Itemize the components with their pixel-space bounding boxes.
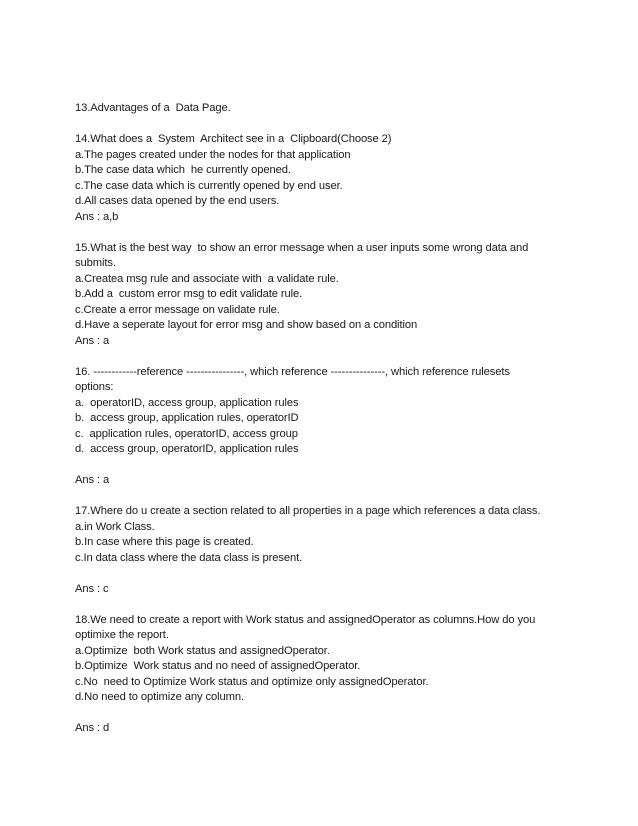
- text-block: [75, 613, 575, 706]
- paragraph-gap: [75, 597, 575, 613]
- text-line: d. access group, operatorID, application rules: [75, 443, 299, 455]
- text-line: a. operatorID, access group, application rules: [75, 396, 299, 409]
- text-line: a.in Work Class.: [75, 520, 155, 533]
- text-line: optimixe the report.: [75, 629, 169, 641]
- paragraph-gap: [75, 117, 575, 133]
- text-line: a.Createa msg rule and associate with a validate rule.: [75, 272, 339, 285]
- text-line: Ans : d: [75, 722, 110, 734]
- text-block: [75, 365, 575, 458]
- text-block: [75, 721, 575, 737]
- text-line: submits.: [75, 257, 116, 269]
- text-line: c. application rules, operatorID, access group: [75, 427, 298, 440]
- text-line: d.All cases data opened by the end users.: [75, 195, 280, 207]
- paragraph-gap: [75, 225, 575, 241]
- text-line: a.The pages created under the nodes for that application: [75, 148, 351, 161]
- text-line: Ans : a: [75, 334, 110, 347]
- text-block: [75, 504, 575, 566]
- text-line: c.In data class where the data class is present.: [75, 551, 303, 564]
- text-line: Ans : c: [75, 582, 109, 595]
- text-line: b.Optimize Work status and no need of assignedOperator.: [75, 660, 361, 672]
- text-line: 13.Advantages of a Data Page.: [75, 102, 231, 114]
- text-line: b.Add a custom error msg to edit validate rule.: [75, 288, 303, 300]
- text-line: 18.We need to create a report with Work status and assignedOperator as columns.How do you: [75, 613, 536, 626]
- text-line: 15.What is the best way to show an error message when a user inputs some wrong data and: [75, 241, 529, 254]
- text-line: a.Optimize both Work status and assignedOperator.: [75, 644, 330, 657]
- paragraph-gap: [75, 349, 575, 365]
- text-line: b. access group, application rules, operatorID: [75, 412, 299, 424]
- text-line: d.No need to optimize any column.: [75, 691, 244, 703]
- document-body: [75, 101, 575, 737]
- text-block: [75, 132, 575, 225]
- text-block: [75, 582, 575, 598]
- paragraph-gap: [75, 566, 575, 582]
- text-line: b.The case data which he currently opened.: [75, 164, 291, 176]
- text-line: 17.Where do u create a section related to all properties in a page which references a data class.: [75, 505, 541, 517]
- text-line: b.In case where this page is created.: [75, 536, 254, 548]
- text-line: c.Create a error message on validate rule.: [75, 303, 280, 316]
- paragraph-gap: [75, 706, 575, 722]
- text-line: options:: [75, 381, 114, 393]
- text-line: 16. ------------reference ----------------, which reference ---------------, which reference rulesets: [75, 365, 510, 378]
- text-block: [75, 101, 575, 117]
- text-line: Ans : a: [75, 474, 110, 486]
- paragraph-gap: [75, 458, 575, 474]
- text-block: [75, 241, 575, 350]
- text-line: c.The case data which is currently opened by end user.: [75, 179, 343, 192]
- text-line: d.Have a seperate layout for error msg and show based on a condition: [75, 319, 418, 331]
- text-block: [75, 473, 575, 489]
- text-line: Ans : a,b: [75, 210, 119, 223]
- text-line: 14.What does a System Architect see in a Clipboard(Choose 2): [75, 133, 392, 145]
- text-line: c.No need to Optimize Work status and optimize only assignedOperator.: [75, 675, 429, 688]
- paragraph-gap: [75, 489, 575, 505]
